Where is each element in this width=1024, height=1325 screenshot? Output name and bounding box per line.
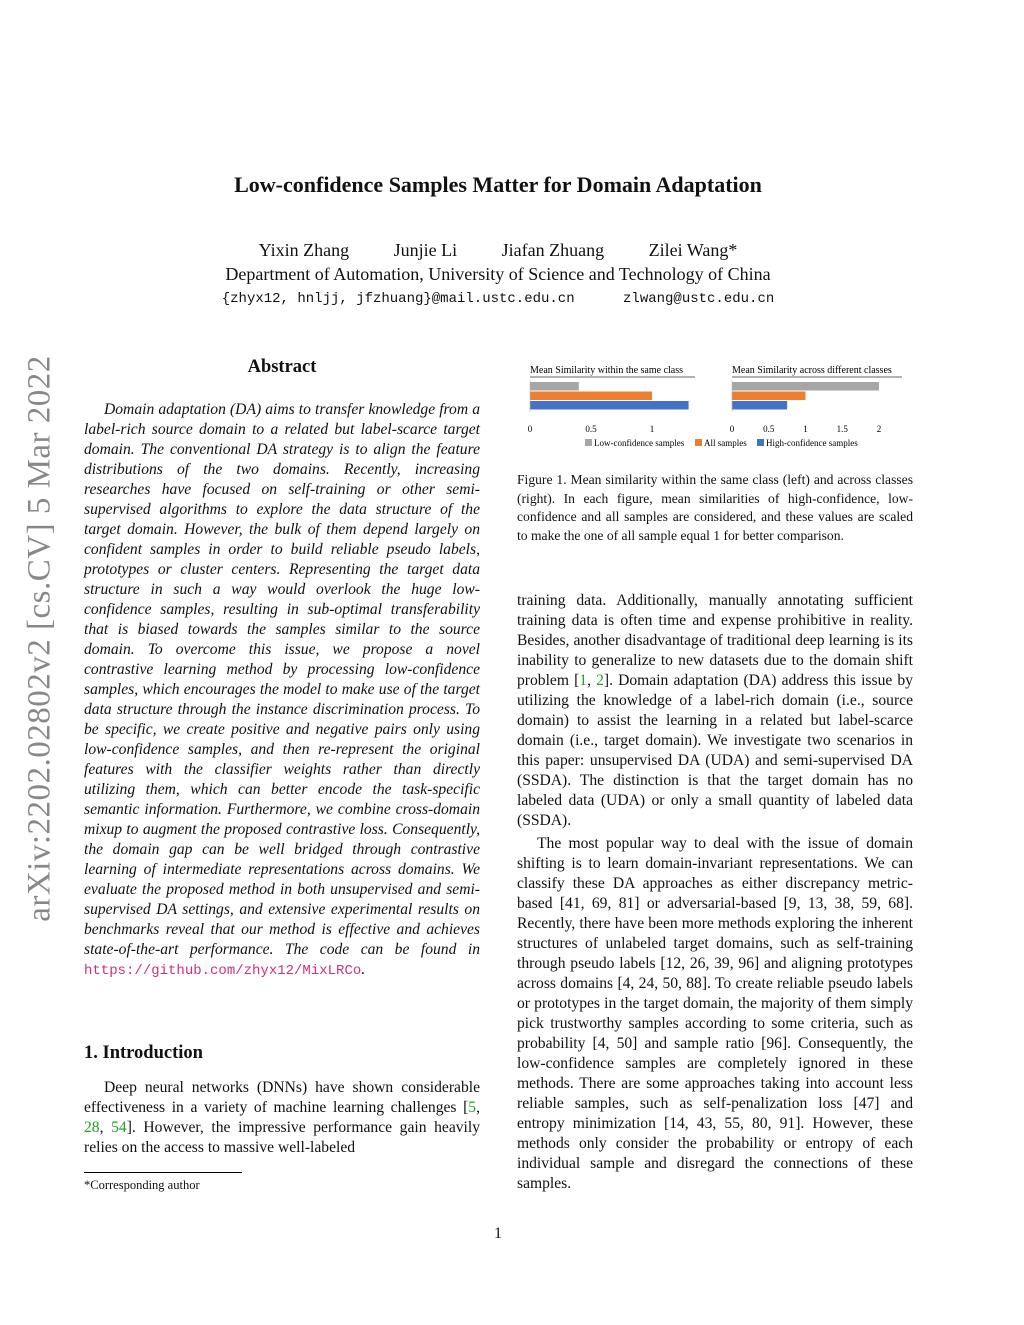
chart-title: Mean Similarity across different classes [732, 365, 892, 376]
author: Jiafan Zhuang [501, 240, 605, 260]
tick-label: 0.5 [763, 424, 775, 434]
tick-label: 0.5 [585, 424, 597, 434]
legend-label: High-confidence samples [766, 438, 858, 448]
chart-right [730, 365, 902, 434]
bar [530, 382, 579, 391]
bar [530, 392, 652, 401]
legend-swatch [695, 439, 702, 446]
code-link[interactable]: https://github.com/zhyx12/MixLRCo [84, 963, 362, 979]
footnote: *Corresponding author [84, 1178, 200, 1192]
section-heading-introduction: 1. Introduction [84, 1043, 203, 1063]
paper-title: Low-confidence Samples Matter for Domain Adaptation [234, 172, 762, 197]
tick-label: 1 [803, 424, 808, 434]
legend-label: All samples [704, 438, 747, 448]
tick-label: 2 [876, 424, 882, 434]
author: Yixin Zhang [258, 240, 350, 260]
figure-1-charts [517, 360, 913, 452]
chart-left [528, 365, 695, 434]
bar [732, 401, 787, 410]
author: Zilei Wang* [648, 240, 738, 260]
intro-text: Deep neural networks (DNNs) have shown considerable effectiveness in a variety of machine learning challenges [ [84, 1079, 480, 1116]
bar [732, 382, 879, 391]
footnote-rule [84, 1172, 242, 1173]
legend-swatch [757, 439, 764, 446]
intro-text: ]. However, the impressive performance gain heavily relies on the access to massive well-labeled [84, 1119, 480, 1156]
citation[interactable]: 1 [579, 672, 588, 689]
email: zlwang@ustc.edu.cn [623, 291, 775, 307]
emails [0, 291, 996, 307]
abstract-text: Domain adaptation (DA) aims to transfer knowledge from a label-rich source domain to a related but label-scarce target domain. The conventional DA strategy is to align the feature distributions of the two domains. Recently, increasing researches have focused on self-training or other semi-supervised algorithms to explore the data structure of the target domain. However, the bulk of them depend largely on confident samples in order to build reliable pseudo labels, prototypes or cluster centers. Representing the target data structure in such a way would overlook the huge low-confidence samples, resulting in sub-optimal transferability that is biased towards the samples similar to the source domain. To overcome this issue, we propose a novel contrastive learning method by processing low-confidence samples, which encourages the model to make use of the target data structure through the instance discrimination process. To be specific, we create positive and negative pairs only using low-confidence samples, and then re-represent the original features with the classifier weights rather than directly utilizing them, which can better encode the task-specific semantic information. Furthermore, we combine cross-domain mixup to augment the proposed contrastive loss. Consequently, the domain gap can be well bridged through contrastive learning of intermediate representations across domains. We evaluate the proposed method in both unsupervised and semi-supervised DA settings, and extensive experimental results on benchmarks reveal that our method is effective and achieves state-of-the-art performance. The code can be found in [84, 401, 480, 958]
page-number: 1 [494, 1225, 502, 1242]
citation[interactable]: 5 [468, 1099, 477, 1116]
citation[interactable]: 2 [596, 672, 604, 689]
chart-title: Mean Similarity within the same class [530, 365, 684, 376]
tick-label: 1.5 [836, 424, 848, 434]
legend-label: Low-confidence samples [594, 438, 685, 448]
body-text: ]. Domain adaptation (DA) address this issue by utilizing the knowledge of a label-rich domain (i.e., source domain) to assist the learning in a related but label-scarce domain (i.e., target domain). We investigate two scenarios in this paper: unsupervised DA (UDA) and semi-supervised DA (SSDA). The distinction is that the target domain has no labeled data (UDA) or only a small quantity of labeled data (SSDA). [517, 672, 914, 829]
tick-label: 1 [649, 424, 655, 434]
affiliation: Department of Automation, University of Science and Technology of China [225, 264, 771, 284]
right-paragraph-2: The most popular way to deal with the issue of domain shifting is to learn domain-invariant representations. We can classify these DA approaches as either discrepancy metric-based [41, 69, 81] or adversarial-based [9, 13, 38, 59, 68]. Recently, there have been more methods exploring the inherent structures of unlabeled target domains, such as self-training through pseudo labels [12, 26, 39, 96] and aligning prototypes across domains [4, 24, 50, 88]. To create reliable pseudo labels or prototypes in the target domain, the majority of them simply pick trustworthy samples according to some criteria, such as probability [4, 50] and sample ratio [96]. Consequently, the low-confidence samples are completely ignored in these methods. There are some approaches taking into account less reliable samples, such as self-penalization loss [47] and entropy minimization [14, 43, 55, 80, 91]. However, these methods only consider the probability or entropy of each individual sample and disregard the connections of these samples. [517, 835, 913, 1192]
body-text: training data. Additionally, manually annotating sufficient training data is often time and expense prohibitive in reality. Besides, another disadvantage of traditional deep learning is its inability to generalize to new datasets due to the domain shift problem [ [517, 592, 913, 689]
abstract-body [84, 400, 480, 981]
figure-caption: Figure 1. Mean similarity within the same class (left) and across classes (right). In each figure, mean similarities of high-confidence, low-confidence and all samples are considered, and these values are scaled to make the one of all sample equal 1 for better comparison. [517, 472, 913, 543]
intro-paragraph: Deep neural networks (DNNs) have shown considerable effectiveness in a variety of machine learning challenges [5, 28, 54]. However, the impressive performance gain heavily relies on the access to massive well-labeled [84, 1079, 480, 1156]
right-paragraph-1: training data. Additionally, manually annotating sufficient training data is often time and expense prohibitive in reality. Besides, another disadvantage of traditional deep learning is its inability to generalize to new datasets due to the domain shift problem [1, 2]. Domain adaptation (DA) address this issue by utilizing the knowledge of a label-rich domain (i.e., source domain) to assist the learning in a related but label-scarce domain (i.e., target domain). We investigate two scenarios in this paper: unsupervised DA (UDA) and semi-supervised DA (SSDA). The distinction is that the target domain has no labeled data (UDA) or only a small quantity of labeled data (SSDA). [517, 592, 914, 829]
bar [530, 401, 689, 410]
tick-label: 0 [527, 424, 533, 434]
abstract-heading: Abstract [247, 357, 317, 377]
email: {zhyx12, hnljj, jfzhuang}@mail.ustc.edu.cn [221, 291, 575, 307]
tick-label: 0 [729, 424, 735, 434]
legend-swatch [585, 439, 592, 446]
bar [732, 392, 806, 401]
author: Junjie Li [393, 240, 458, 260]
citation[interactable]: 28 [84, 1119, 100, 1136]
abstract-end: . [361, 961, 366, 978]
author-list [0, 240, 996, 261]
chart-legend [585, 438, 858, 448]
arxiv-stamp: arXiv:2202.02802v2 [cs.CV] 5 Mar 2022 [21, 355, 58, 922]
citation[interactable]: 54 [111, 1119, 127, 1136]
